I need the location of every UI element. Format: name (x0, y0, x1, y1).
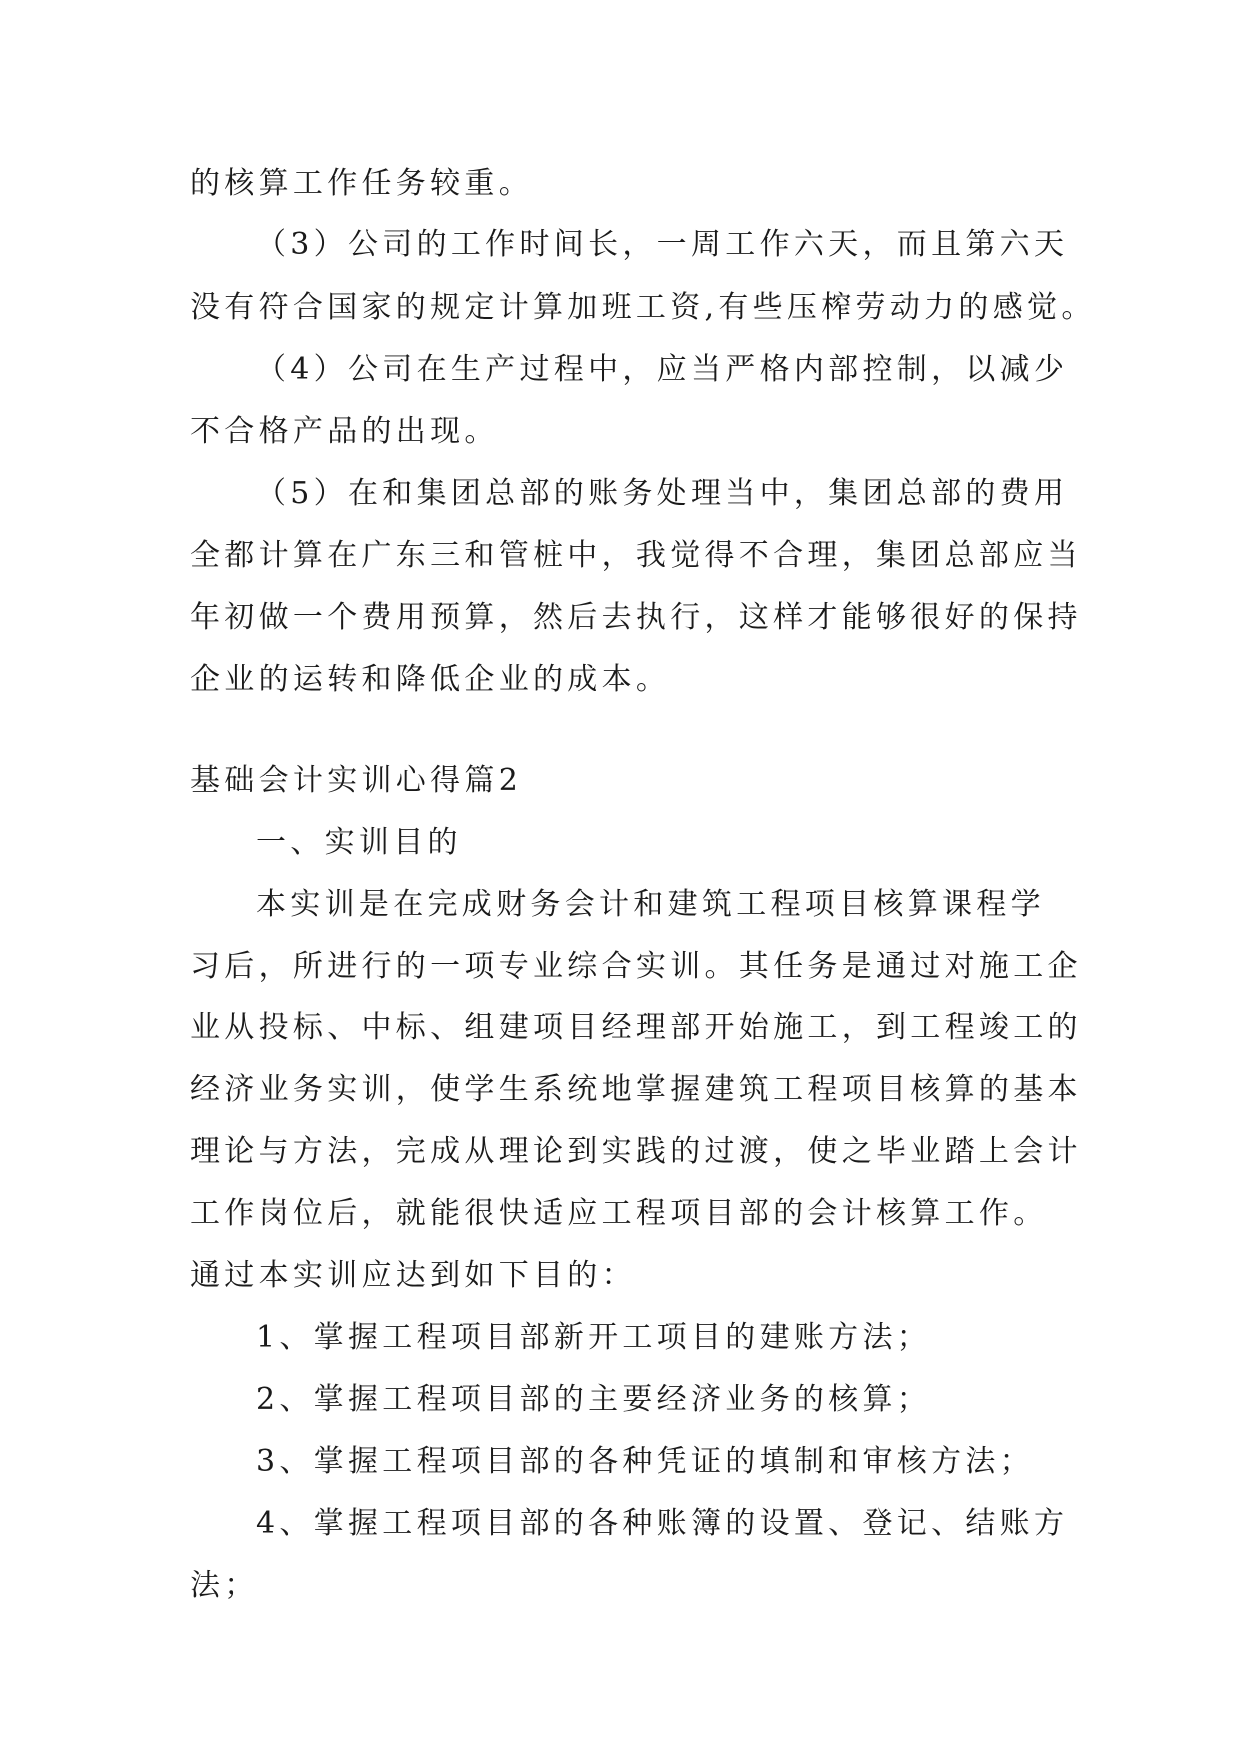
text-line: 本实训是在完成财务会计和建筑工程项目核算课程学 (256, 887, 1045, 922)
text-line: 的核算工作任务较重。 (190, 166, 533, 201)
text-line: 通过本实训应达到如下目的： (190, 1258, 636, 1293)
text-line: （3）公司的工作时间长，一周工作六天，而且第六天 (256, 227, 1069, 262)
text-line: 不合格产品的出现。 (190, 414, 499, 449)
text-line: 没有符合国家的规定计算加班工资,有些压榨劳动力的感觉。 (190, 290, 1096, 325)
text-line: 年初做一个费用预算，然后去执行，这样才能够很好的保持 (190, 600, 1082, 635)
subheading: 一、实训目的 (256, 825, 462, 860)
text-line: （4）公司在生产过程中，应当严格内部控制，以减少 (256, 352, 1069, 387)
text-line: 工作岗位后，就能很快适应工程项目部的会计核算工作。 (190, 1196, 1048, 1231)
text-line: 全都计算在广东三和管桩中，我觉得不合理，集团总部应当 (190, 538, 1082, 573)
text-line: 经济业务实训，使学生系统地掌握建筑工程项目核算的基本 (190, 1072, 1082, 1107)
section-heading: 基础会计实训心得篇2 (190, 763, 523, 798)
text-line: 法； (190, 1568, 259, 1603)
text-line: 习后，所进行的一项专业综合实训。其任务是通过对施工企 (190, 949, 1082, 984)
text-line: 理论与方法，完成从理论到实践的过渡，使之毕业踏上会计 (190, 1134, 1082, 1169)
list-item: 3、掌握工程项目部的各种凭证的填制和审核方法； (256, 1444, 1034, 1479)
text-line: 业从投标、中标、组建项目经理部开始施工，到工程竣工的 (190, 1010, 1082, 1045)
list-item: 1、掌握工程项目部新开工项目的建账方法； (256, 1320, 932, 1355)
list-item: 2、掌握工程项目部的主要经济业务的核算； (256, 1382, 932, 1417)
text-line: （5）在和集团总部的账务处理当中，集团总部的费用 (256, 476, 1069, 511)
list-item: 4、掌握工程项目部的各种账簿的设置、登记、结账方 (256, 1506, 1069, 1541)
text-line: 企业的运转和降低企业的成本。 (190, 662, 671, 697)
